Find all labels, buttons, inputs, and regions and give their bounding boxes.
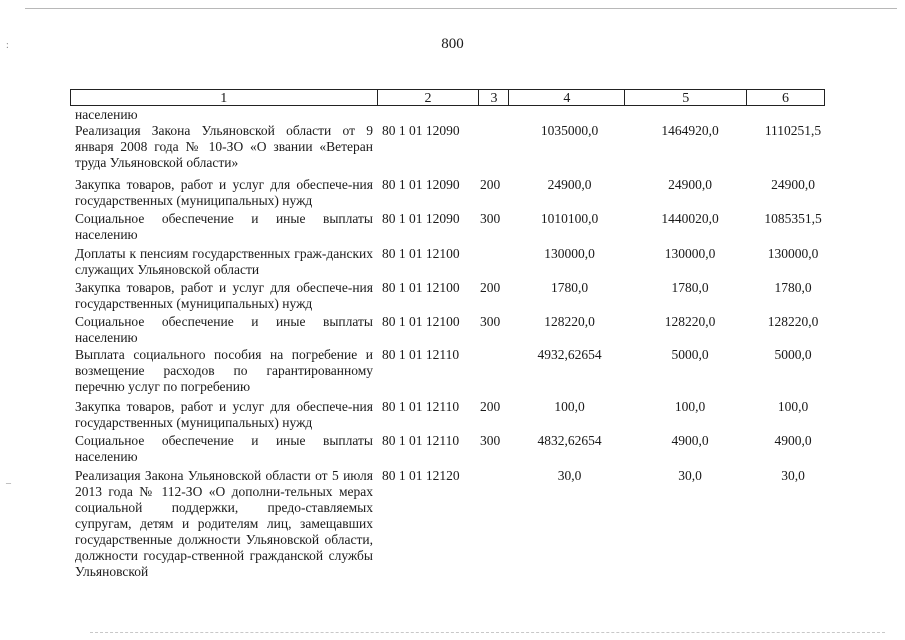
row-code: 80 1 01 12090 (382, 177, 460, 192)
column-header-3: 3 (479, 90, 509, 105)
row-value-4: 4832,62654 (537, 433, 602, 448)
row-value-4: 130000,0 (544, 246, 595, 261)
row-description: Реализация Закона Ульяновской области от 5 июля 2013 года № 112-ЗО «О дополни-тельных мерах социальной поддержки, предо-ставляемых супругам, детям и родителям лиц, замещавших государственные должности Ульяновской области, должности государ-ственной гражданской службы Ульяновской (75, 468, 373, 579)
row-value-6: 4900,0 (774, 433, 812, 448)
row-description: Социальное обеспечение и иные выплаты населению (75, 211, 373, 242)
table-row (75, 123, 835, 177)
margin-mark: : (6, 40, 9, 51)
row-value-5: 24900,0 (668, 177, 712, 192)
row-value-6: 1780,0 (774, 280, 812, 295)
table-body (75, 107, 835, 588)
table-row (75, 177, 835, 211)
row-description: населению (75, 107, 138, 122)
row-value-5: 30,0 (678, 468, 702, 483)
row-description: Закупка товаров, работ и услуг для обеспече-ния государственных (муниципальных) нужд (75, 280, 373, 311)
row-code: 80 1 01 12120 (382, 468, 460, 483)
table-row (75, 246, 835, 280)
row-value-6: 1110251,5 (764, 123, 822, 138)
row-value-6: 1085351,5 (764, 211, 822, 226)
row-value-6: 5000,0 (774, 347, 812, 362)
row-code: 80 1 01 12090 (382, 123, 460, 138)
table-header (70, 89, 825, 106)
row-type: 200 (480, 280, 501, 295)
table-row (75, 347, 835, 399)
row-value-5: 4900,0 (671, 433, 709, 448)
table-row (75, 280, 835, 314)
row-value-5: 100,0 (674, 399, 706, 414)
row-value-4: 1035000,0 (540, 123, 599, 138)
column-header-5: 5 (625, 90, 747, 105)
row-type: 300 (480, 211, 501, 226)
row-description: Социальное обеспечение и иные выплаты населению (75, 314, 373, 345)
row-value-5: 5000,0 (671, 347, 709, 362)
row-value-4: 24900,0 (547, 177, 592, 192)
row-value-4: 30,0 (557, 468, 582, 483)
row-value-4: 128220,0 (544, 314, 595, 329)
row-code: 80 1 01 12110 (382, 433, 460, 448)
row-description: Социальное обеспечение и иные выплаты населению (75, 433, 373, 464)
table-row (75, 399, 835, 433)
row-value-5: 1464920,0 (661, 123, 719, 138)
column-header-4: 4 (509, 90, 625, 105)
scan-edge-bottom (90, 632, 885, 633)
row-code: 80 1 01 12100 (382, 246, 460, 261)
row-value-5: 130000,0 (664, 246, 716, 261)
row-description: Закупка товаров, работ и услуг для обеспече-ния государственных (муниципальных) нужд (75, 399, 373, 430)
row-value-4: 100,0 (554, 399, 585, 414)
row-type: 300 (480, 314, 501, 329)
table-row (75, 433, 835, 468)
table-row (75, 211, 835, 246)
row-value-5: 1780,0 (671, 280, 709, 295)
column-header-2: 2 (378, 90, 480, 105)
row-value-5: 1440020,0 (661, 211, 719, 226)
row-value-4: 4932,62654 (537, 347, 602, 362)
row-description: Выплата социального пособия на погребение и возмещение расходов по гарантированному перечню услуг по погребению (75, 347, 373, 394)
row-code: 80 1 01 12110 (382, 347, 460, 362)
table-row (75, 314, 835, 347)
row-code: 80 1 01 12100 (382, 280, 460, 295)
row-type: 300 (480, 433, 501, 448)
row-description: Закупка товаров, работ и услуг для обеспече-ния государственных (муниципальных) нужд (75, 177, 373, 208)
row-value-6: 130000,0 (767, 246, 819, 261)
margin-mark: – (6, 478, 11, 489)
table-row (75, 468, 835, 588)
row-type: 200 (480, 399, 501, 414)
row-value-5: 128220,0 (664, 314, 716, 329)
row-type: 200 (480, 177, 501, 192)
page-number: 800 (441, 36, 464, 52)
row-code: 80 1 01 12090 (382, 211, 460, 226)
row-code: 80 1 01 12110 (382, 399, 460, 414)
row-description: Доплаты к пенсиям государственных граж-данских служащих Ульяновской области (75, 246, 373, 277)
row-value-4: 1780,0 (550, 280, 589, 295)
row-description: Реализация Закона Ульяновской области от 9 января 2008 года № 10-ЗО «О звании «Ветеран труда Ульяновской области» (75, 123, 373, 170)
scan-edge-top (25, 8, 897, 9)
row-value-6: 100,0 (777, 399, 809, 414)
table-row (75, 107, 835, 123)
row-code: 80 1 01 12100 (382, 314, 460, 329)
row-value-6: 128220,0 (767, 314, 819, 329)
row-value-4: 1010100,0 (540, 211, 599, 226)
column-header-1: 1 (71, 90, 378, 105)
column-header-6: 6 (747, 90, 825, 105)
row-value-6: 30,0 (781, 468, 805, 483)
row-value-6: 24900,0 (771, 177, 815, 192)
